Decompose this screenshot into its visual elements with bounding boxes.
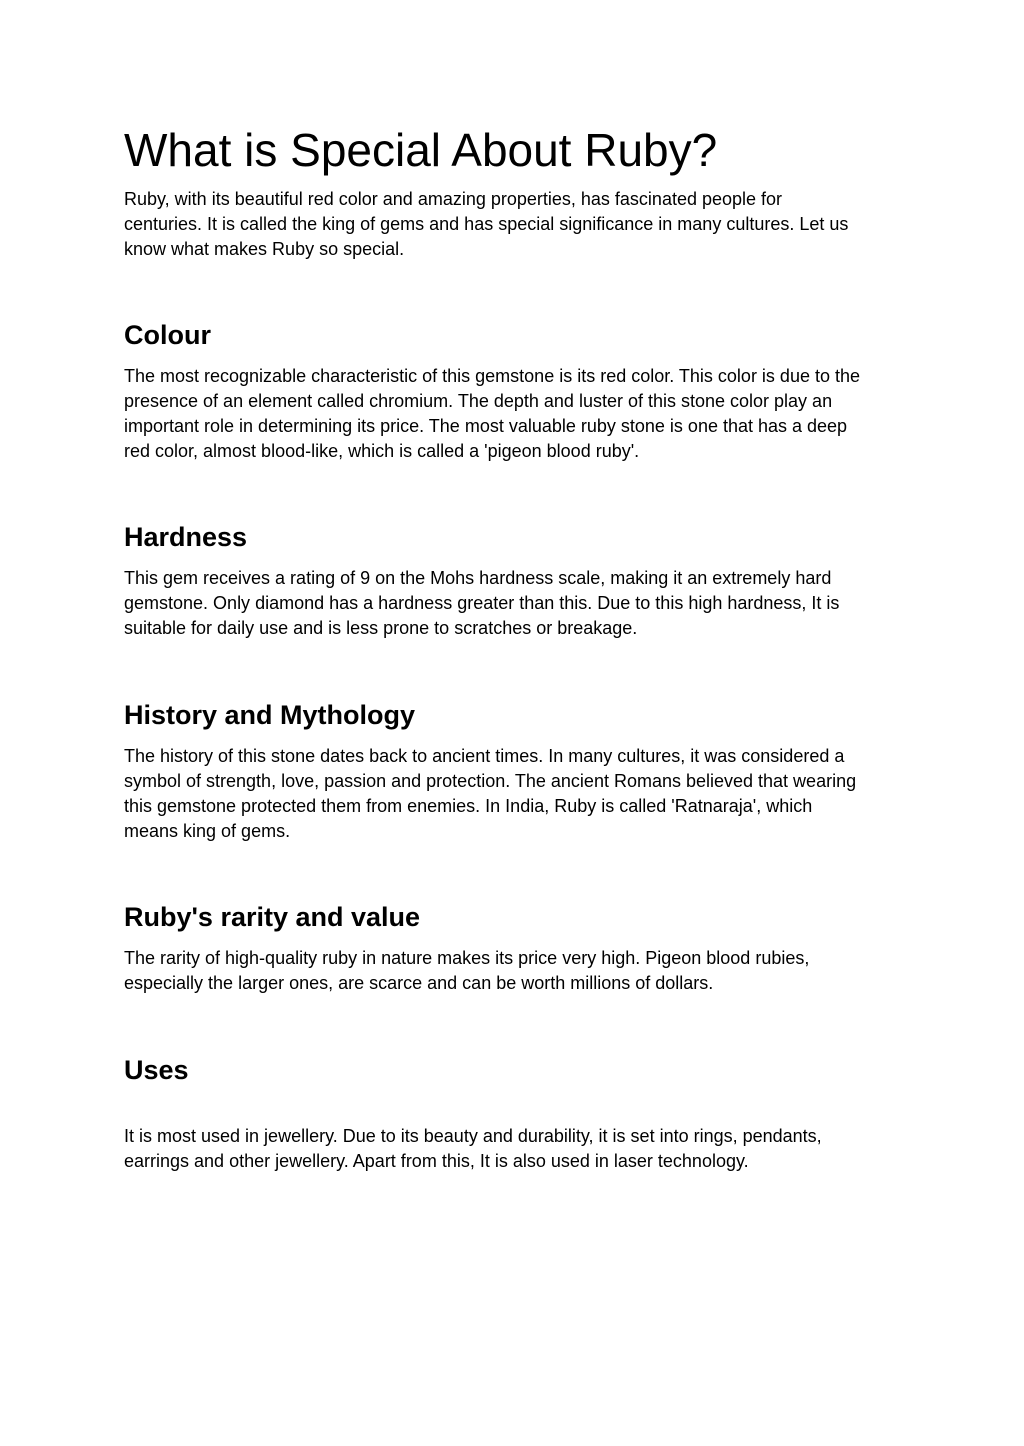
paragraph-line: this gemstone protected them from enemies. In India, Ruby is called 'Ratnaraja', which xyxy=(124,796,813,816)
section-heading-uses: Uses xyxy=(124,1055,189,1085)
section-paragraph-colour xyxy=(124,364,904,464)
section-heading-colour: Colour xyxy=(124,320,211,350)
paragraph-line: means king of gems. xyxy=(124,821,291,841)
section-heading-hardness: Hardness xyxy=(124,522,248,552)
section-heading-history-and-mythology: History and Mythology xyxy=(124,700,416,730)
paragraph-line: red color, almost blood-like, which is called a 'pigeon blood ruby'. xyxy=(124,441,640,461)
section-paragraph-rarity-and-value xyxy=(124,946,904,996)
paragraph-line: symbol of strength, love, passion and protection. The ancient Romans believed that wearing xyxy=(124,771,857,791)
intro-paragraph xyxy=(124,187,904,262)
paragraph-line: This gem receives a rating of 9 on the Mohs hardness scale, making it an extremely hard xyxy=(124,568,832,588)
section-paragraph-uses xyxy=(124,1124,904,1174)
paragraph-line: The most recognizable characteristic of this gemstone is its red color. This color is due to the xyxy=(124,366,861,386)
paragraph-line: earrings and other jewellery. Apart from this, It is also used in laser technology. xyxy=(124,1151,749,1171)
paragraph-line: The rarity of high-quality ruby in nature makes its price very high. Pigeon blood rubies, xyxy=(124,948,810,968)
section-heading-rarity-and-value: Ruby's rarity and value xyxy=(124,902,421,932)
paragraph-line: suitable for daily use and is less prone to scratches or breakage. xyxy=(124,618,638,638)
paragraph-line: gemstone. Only diamond has a hardness greater than this. Due to this high hardness, It is xyxy=(124,593,840,613)
section-paragraph-history-and-mythology xyxy=(124,744,904,844)
section-paragraph-hardness xyxy=(124,566,904,641)
paragraph-line: important role in determining its price. The most valuable ruby stone is one that has a deep xyxy=(124,416,848,436)
paragraph-line: It is most used in jewellery. Due to its beauty and durability, it is set into rings, pendants, xyxy=(124,1126,822,1146)
paragraph-line: presence of an element called chromium. The depth and luster of this stone color play an xyxy=(124,391,833,411)
page-title: What is Special About Ruby? xyxy=(124,124,718,176)
intro-line: centuries. It is called the king of gems and has special significance in many cultures. Let us xyxy=(124,214,849,234)
paragraph-line: The history of this stone dates back to ancient times. In many cultures, it was considered a xyxy=(124,746,845,766)
intro-line: know what makes Ruby so special. xyxy=(124,239,405,259)
paragraph-line: especially the larger ones, are scarce and can be worth millions of dollars. xyxy=(124,973,714,993)
intro-line: Ruby, with its beautiful red color and amazing properties, has fascinated people for xyxy=(124,189,783,209)
